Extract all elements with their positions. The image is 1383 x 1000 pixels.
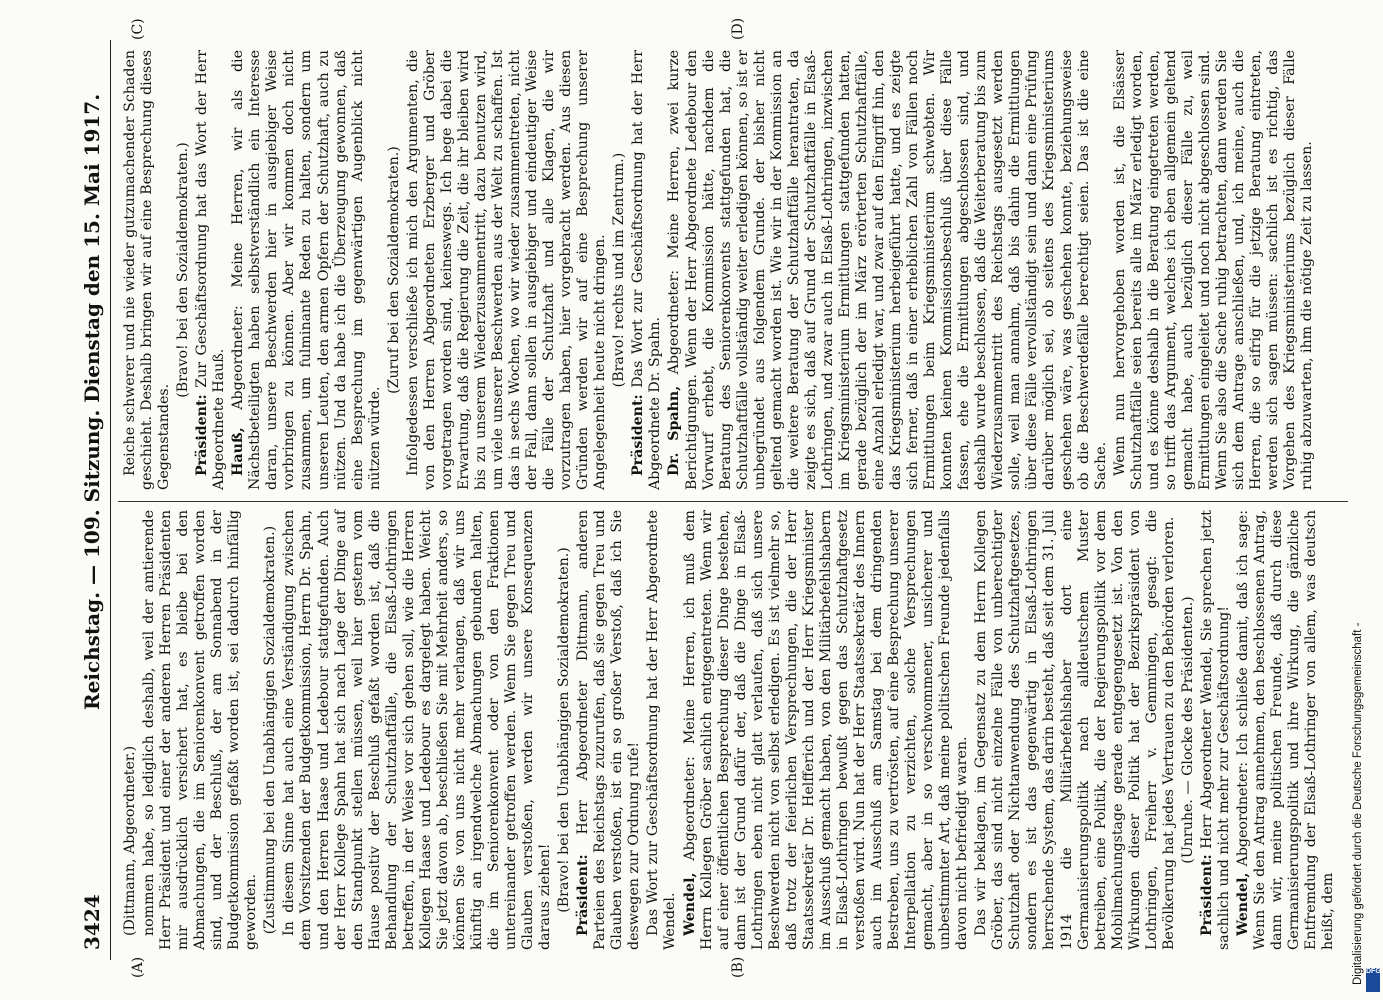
paragraph <box>122 50 173 490</box>
paragraph <box>405 50 610 490</box>
paragraph-text: Abgeordneter: Ich schließe damit, daß ich sage: Wenn Sie den Antrag annehmen, den beschlossenen Antrag, dann wir, meine politischen Freunde, daß durch diese Germanisierungspolitik und ihre Wirkung, die gänzliche Entfremdung der Elsaß-Lothringer von allem, was deutsch heißt, dem <box>1235 510 1337 950</box>
speaker-name: Wendel, <box>681 872 698 936</box>
paragraph-text: Herr Abgeordneter Dittmann, anderen Parteien des Reichstags zuzurufen, daß sie gegen Treu und Glauben verstoßen, ist ein so großer Verstoß, daß ich Sie deswegen zur Ordnung rufe! <box>575 510 643 950</box>
paragraph <box>281 510 554 950</box>
speaker-name: Präsident: <box>1198 854 1215 936</box>
speaker-paragraph <box>194 50 228 490</box>
page-header <box>70 40 111 960</box>
stage-direction <box>262 510 279 950</box>
paragraph-text: (Unruhe. — Glocke des Präsidenten.) <box>1179 596 1196 864</box>
paragraph-text: Das Wort zur Geschäftsordnung hat der Herr Abgeordnete Wendel. <box>645 510 679 950</box>
speaker-name: Hauß, <box>230 427 247 476</box>
stage-direction <box>1180 510 1197 950</box>
page-title: Reichstag. — 109. Sitzung. Dienstag den 15. Mai 1917. <box>80 93 104 710</box>
paragraph-text: Abgeordneter: Meine Herren, zwei kurze Berichtigungen. Wenn der Herr Abgeordnete Ledebour den Vorwurf erhebt, die Kommission hätte, nachdem die Beratung des Seniorenkonvents stattgefunden hat, die Schutzhaftfälle vollständig weiter erledigen können, so ist er unbegründet aus folgendem Grunde. der bisher nicht geltend gemacht worden ist. Wie wir in der Kommission an die weitere Beratung der Schutzhaftfälle herantraten, da zeigte es sich, daß auf Grund der Schutzhaftfälle in Elsaß-Lothringen, und zwar auch in Elsaß-Lothringen, inzwischen im Kriegsministerium Ermittlungen stattgefunden hatten, gerade bezüglich der im März erörterten Schutzhaftfälle, eine Anzahl erledigt war, und zwar auf den Eingriff hin, den das Kriegsministerium herbeigeführt hatte, und es zeigte sich ferner, daß in einer erheblichen Zahl von Fällen noch Ermittlungen beim Kriegsministerium schwebten. Wir konnten keinen Kommissionsbeschluß über diese Fälle fassen, ehe die Ermittlungen abgeschlossen sind, und deshalb wurde beschlossen, daß die Weiterberatung bis zum Wiederzusammentritt des Reichstags ausgesetzt werden solle, weil man annahm, daß bis dahin die Ermittlungen über diese Fälle vervollständigt sein und dann eine Prüfung darüber möglich sei, ob seitens des Kriegsministeriums geschehen wäre, was geschehen konnte, beziehungsweise ob die Beschwerdefälle berechtigt seien. Das ist die eine Sache. <box>666 50 1109 490</box>
speaker-paragraph <box>230 50 383 490</box>
digitization-credit: Digitalisierung gefördert durch die Deutsche Forschungsgemeinschaft - <box>1352 622 1364 985</box>
paragraph-text: Das Wort zur Geschäftsordnung hat der Herr Abgeordnete Dr. Spahn. <box>630 50 664 490</box>
paragraph-text: Das wir beklagen, im Gegensatz zu dem Herrn Kollegen Gröber, das sind nicht einzelne Fälle von unberechtigter Schutzhaft oder Nichtanwendung des Schutzhaftgesetzes, sondern es ist das gegenwärtig in Elsaß-Lothringen herrschende System, das darin besteht, daß seit dem 31. Juli 1914 die Militärbefehlshaber dort eine Germanisierungspolitik nach alldeutschem Muster betreiben, eine Politik, die der Regierungspolitik vor dem Mobilmachungstage gerade entgegengesetzt ist. Von den Wirkungen dieser Politik hat der Bezirkspräsident von Lothringen, Freiherr v. Gemmingen, gesagt: die Bevölkerung hat jedes Vertrauen zu den Behörden verloren. <box>973 510 1177 950</box>
right-column <box>122 50 1318 490</box>
stage-direction <box>386 50 403 490</box>
margin-letter-b: (B) <box>730 956 746 978</box>
paragraph-text: (Dittmann, Abgeordneter.) <box>122 745 138 936</box>
margin-letter-d: (D) <box>730 17 746 40</box>
paragraph <box>645 510 679 950</box>
paragraph-text: In diesem Sinne hat auch eine Verständigung zwischen dem Vorsitzenden der Budgetkommission, Herrn Dr. Spahn, und den Herren Haase und Ledebour stattgefunden. Auch der Herr Kollege Spahn hat sich nach Lage der Dinge auf den Standpunkt stellen müssen, weil hier gestern vom Hause positiv der Beschluß gefaßt worden ist, daß die Behandlung der Schutzhaftfälle, die Elsaß-Lothringen betreffen, in der Weise vor sich gehen soll, wie die Herren Kollegen Haase und Ledebour es dargelegt haben. Weicht Sie jetzt davon ab, beschließen Sie mit Mehrheit anders, so können Sie von uns nicht mehr verlangen, daß wir uns künftig an irgendwelche Abmachungen gebunden halten, die im Seniorenkonvent oder von den Fraktionen untereinander getroffen werden. Wenn Sie gegen Treu und Glauben verstoßen, werden wir unsere Konsequenzen daraus ziehen! <box>281 510 554 950</box>
speaker-name: Dr. Spahn, <box>666 385 683 476</box>
stage-direction <box>175 50 192 490</box>
paragraph-text: (Bravo! rechts und im Zentrum.) <box>611 152 628 388</box>
speaker-paragraph <box>1199 510 1233 950</box>
speaker-paragraph <box>666 50 1109 490</box>
paragraph <box>1112 50 1317 490</box>
paragraph-text: (Bravo! bei den Sozialdemokraten.) <box>175 142 192 398</box>
left-column <box>122 510 1339 950</box>
paragraph <box>141 510 260 950</box>
paragraph-text: Reiche schwerer und nie wieder gutzumachender Schaden geschieht. Deshalb bringen wir auf eine Besprechung dieses Gegenstandes. <box>122 50 173 490</box>
speaker-paragraph <box>1235 510 1337 950</box>
paragraph-text: Zur Geschäftsordnung hat das Wort der Herr Abgeordnete Hauß. <box>194 50 228 490</box>
paragraph-text: (Zuruf bei den Sozialdemokraten.) <box>385 146 402 394</box>
speaker-paragraph <box>575 510 643 950</box>
paragraph-text: nommen habe, so lediglich deshalb, weil der amtierende Herr Präsident und einer der anderen Herren Präsidenten mir ausdrücklich versichert hat, es bleibe bei den Abmachungen, die im Seniorenkonvent getroffen worden sind, und der Beschluß, der am Sonnabend in der Budgetkommission gefaßt worden ist, sei dadurch hinfällig geworden. <box>141 510 260 950</box>
rotated-text-block <box>70 17 1360 978</box>
paragraph-text: Herr Abgeordneter Wendel, Sie sprechen jetzt sachlich und nicht mehr zur Geschäftsordnung! <box>1198 510 1232 950</box>
paragraph-text: Abgeordneter: Meine Herren, wir als die Nächstbeteiligten haben selbstverständlich ein Interesse daran, unsere Beschwerden hier in ausgiebiger Weise vorbringen zu können. Aber wir kommen doch nicht zusammen, um fulminante Reden zu halten, sondern um unseren Leuten, den armen Opfern der Schutzhaft, auch zu nützen. Und da habe ich die Überzeugung gewonnen, daß eine Besprechung im gegenwärtigen Augenblick nicht nützen würde. <box>230 50 383 490</box>
digitization-note <box>1340 0 1380 1000</box>
margin-letter-a: (A) <box>130 956 146 978</box>
margin-letter-c: (C) <box>130 18 146 40</box>
paragraph-text: Wenn nun hervorgehoben worden ist, die Elsässer Schutzhaftfälle seien bereits alle im März erledigt worden, und es könne deshalb in die Beratung eingetreten werden, so trifft das Argument, welches ich eben allgemein geltend gemacht habe, auch bezüglich dieser Fälle zu, weil Ermittlungen eingeleitet und noch nicht abgeschlossen sind. Wenn Sie also die Sache ruhig betrachten, dann werden Sie sich dem Antrage anschließen, und, ich meine, auch die Herren, die so eifrig für die jetzige Beratung eintreten, werden sich sagen müssen: sachlich ist es richtig, das Vorgehen des Kriegsministeriums bezüglich dieser Fälle ruhig abzuwarten, ihm die nötige Zeit zu lassen. <box>1111 50 1316 490</box>
speaker-paragraph <box>682 510 972 950</box>
paragraph <box>122 510 139 950</box>
speaker-name: Präsident: <box>630 394 647 476</box>
speaker-name: Präsident: <box>575 854 592 936</box>
page-number: 3424 <box>80 894 104 950</box>
paragraph-text: Abgeordneter: Meine Herren, ich muß dem Herrn Kollegen Gröber sachlich entgegentreten. Wenn wir auf einer öffentlichen Besprechung dieser Dinge bestehen, dann ist der Grund dafür der, daß die Dinge in Elsaß-Lothringen eben nicht glatt verlaufen, daß sich unsere Beschwerden nicht von selbst erledigen. Es ist vielmehr so, daß trotz der feierlichen Versprechungen, die der Herr Staatssekretär Dr. Helfferich und der Herr Kriegsminister im Ausschuß gemacht haben, von den Militärbefehlshabern in Elsaß-Lothringen bewußt gegen das Schutzhaftgesetz verstoßen wird. Nun hat der Herr Staatssekretär des Innern auch im Ausschuß am Samstag bei dem dringenden Bestreben, uns zu vertrösten, auf eine Besprechung unserer Interpellation zu verzichten, solche Versprechungen gemacht, aber in so verschwommener, unsicherer und unbestimmter Art, daß meine politischen Freunde jedenfalls davon nicht befriedigt waren. <box>681 510 971 950</box>
paragraph-text: (Bravo! bei den Unabhängigen Sozialdemokraten.) <box>556 547 573 913</box>
paragraph <box>973 510 1178 950</box>
paragraph-text: Infolgedessen verschließe ich mich den Argumenten, die von den Herren Abgeordneten Erzberger und Gröber vorgetragen worden sind, keineswegs. Ich hege dabei die Erwartung, daß die Regierung die Zeit, die ihr bleiben wird bis zu unserem Wiederzusammentritt, dazu benutzen wird, um viele unserer Beschwerden aus der Welt zu schaffen. Ist das in sechs Wochen, wo wir wieder zusammentreten, nicht der Fall, dann sollen in ausgiebiger und eindeutiger Weise die Fälle der Schutzhaft und alle Klagen, die wir vorzutragen haben, hier vorgebracht werden. Aus diesen Gründen werden wir auf eine Besprechung unserer Angelegenheit heute nicht dringen. <box>404 50 609 490</box>
stage-direction <box>611 50 628 490</box>
paragraph-text: (Zustimmung bei den Unabhängigen Sozialdemokraten.) <box>262 525 279 935</box>
stage-direction <box>556 510 573 950</box>
column-divider <box>118 501 1348 502</box>
speaker-name: Präsident: <box>194 394 211 476</box>
speaker-name: Wendel, <box>1235 872 1251 936</box>
dfg-logo: DFG <box>1366 968 1380 992</box>
speaker-paragraph <box>630 50 664 490</box>
